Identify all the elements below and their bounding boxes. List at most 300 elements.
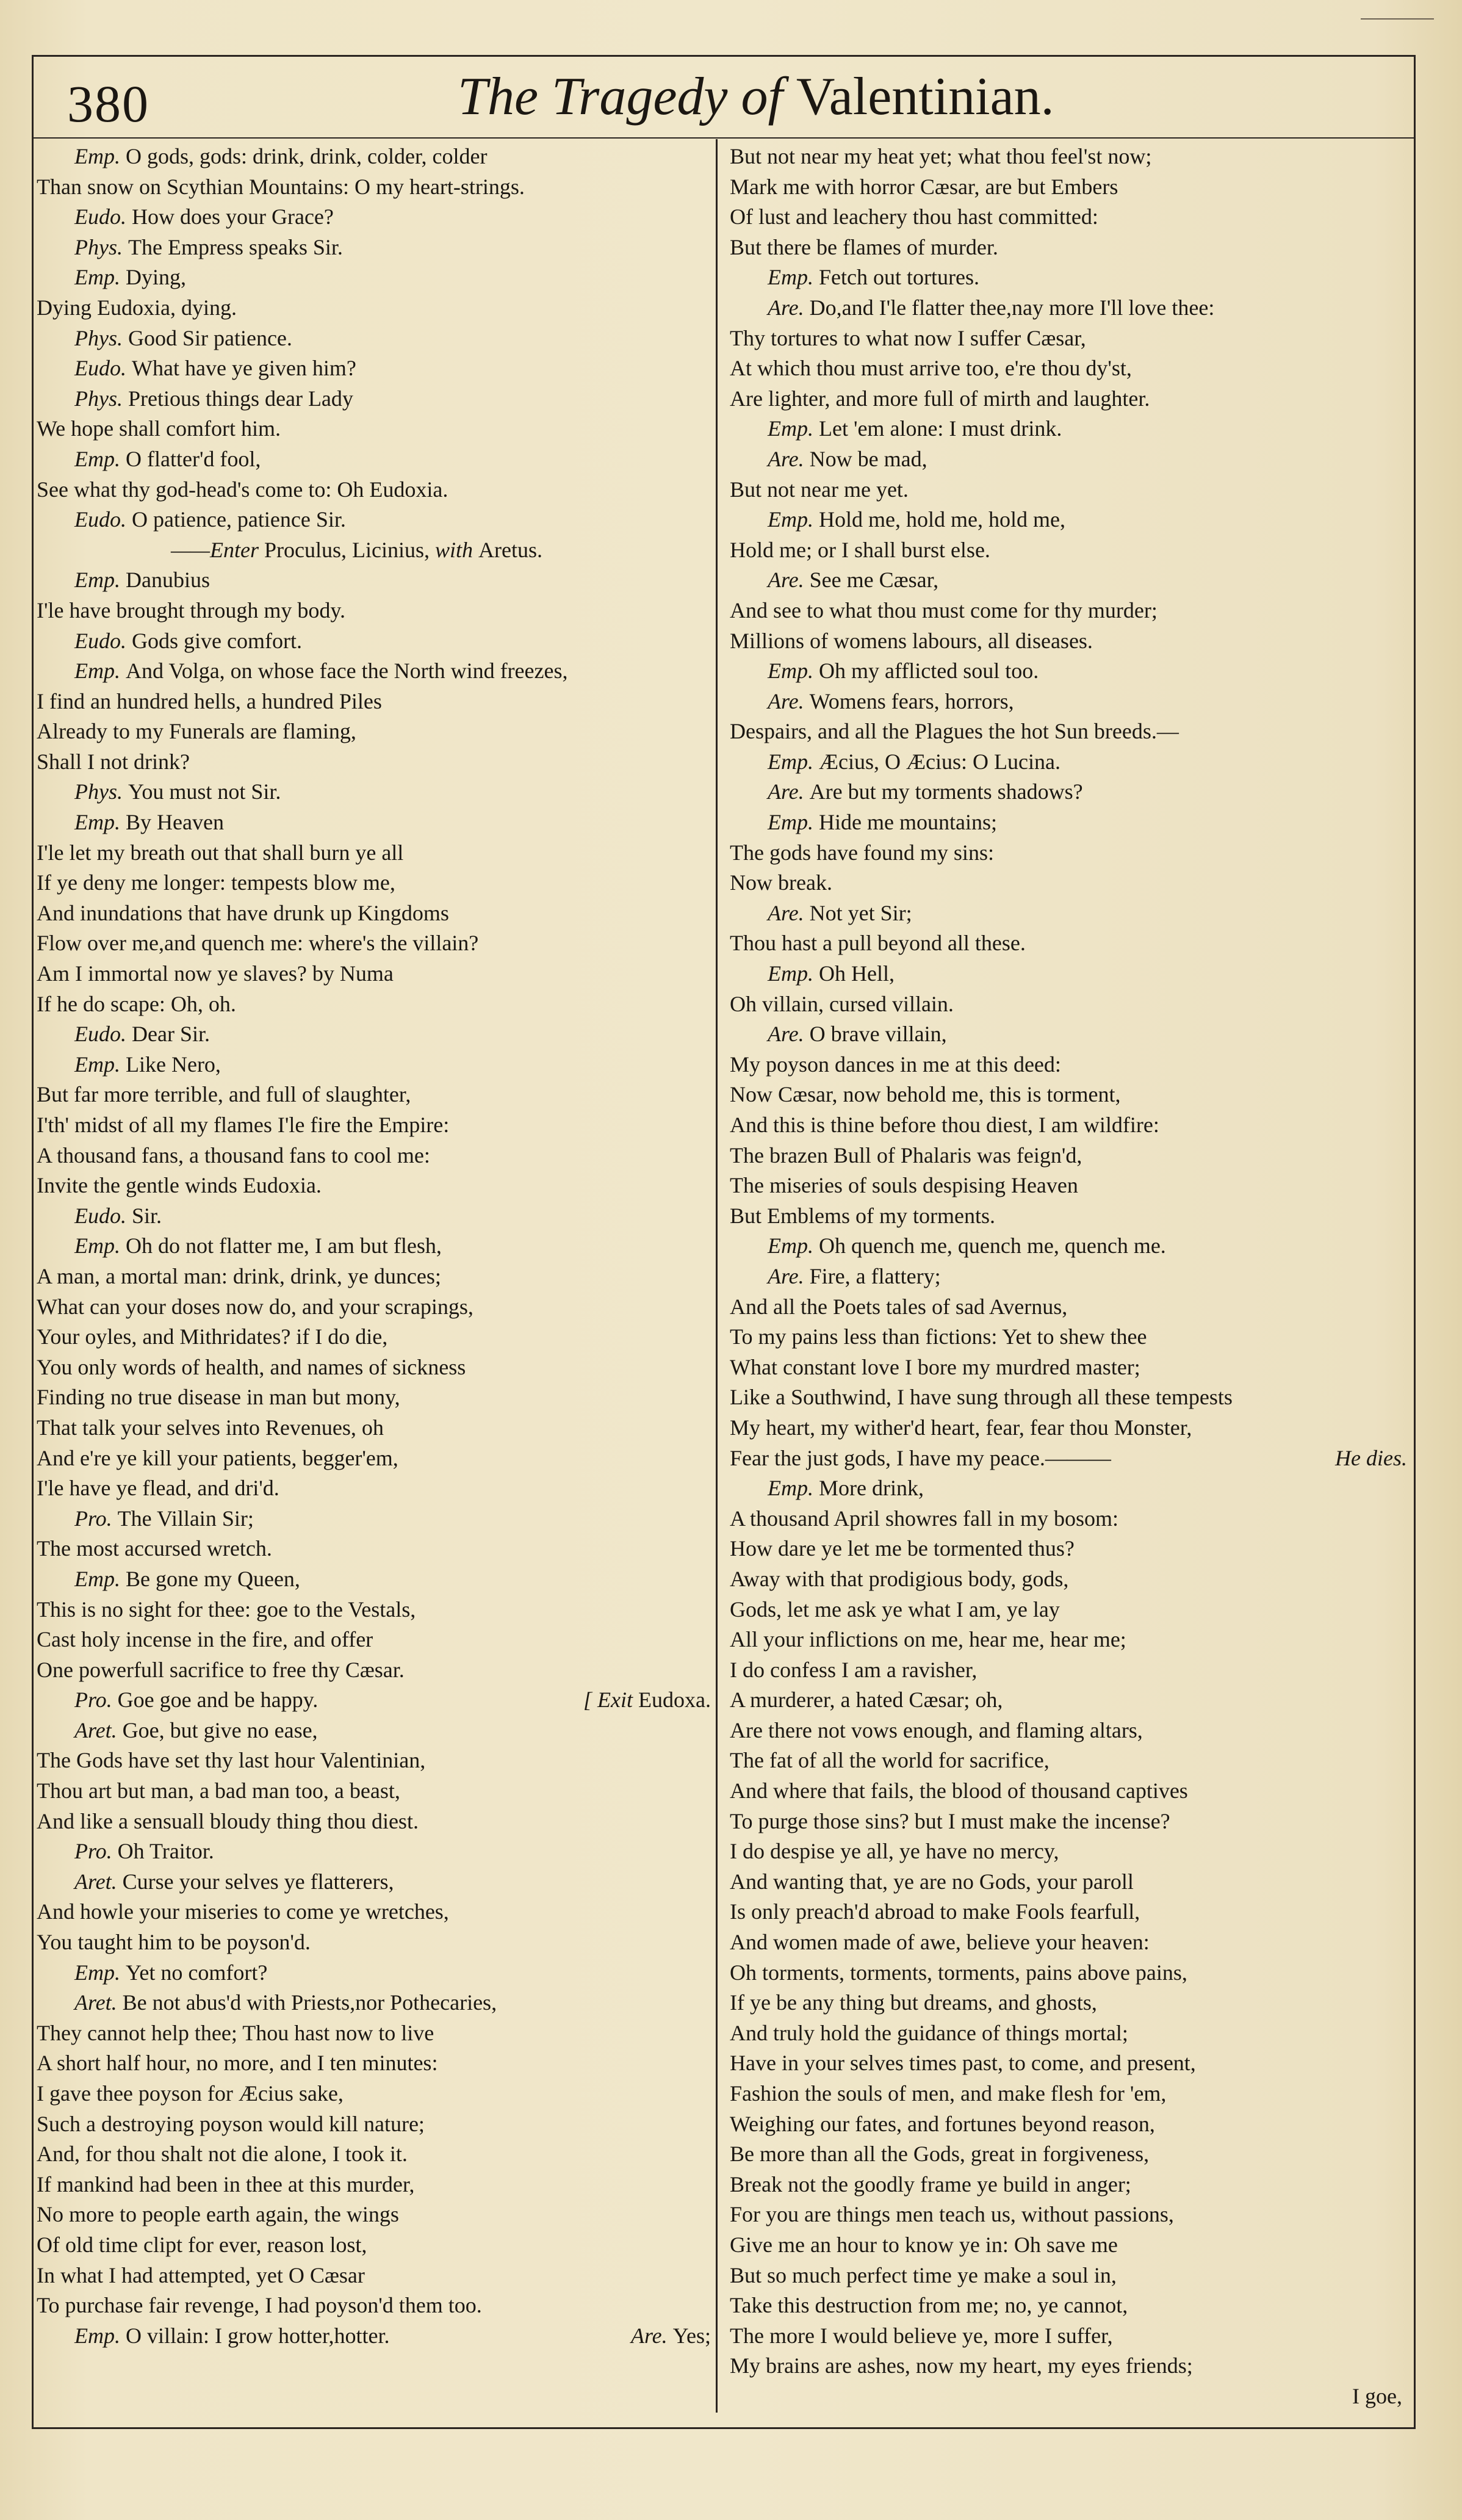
verse-text: Dying Eudoxia, dying. [37, 295, 237, 320]
verse-text: How dare ye let me be tormented thus? [730, 1536, 1075, 1561]
verse-text: Thou art but man, a bad man too, a beast, [37, 1778, 400, 1803]
left-line [37, 1564, 711, 1595]
verse-text: Invite the gentle winds Eudoxia. [37, 1173, 322, 1198]
right-line [730, 384, 1407, 414]
verse-text: Fear the just gods, I have my peace.——— [730, 1445, 1111, 1470]
left-line [37, 172, 711, 203]
verse-text: A murderer, a hated Cæsar; oh, [730, 1688, 1003, 1713]
verse-text: Like Nero, [126, 1052, 221, 1077]
running-head-italic: The Tragedy of [458, 67, 783, 126]
verse-text: Sir. [132, 1203, 162, 1228]
speaker-name: Are. [768, 446, 810, 471]
left-line [37, 717, 711, 747]
verse-text: The miseries of souls despising Heaven [730, 1173, 1078, 1198]
speaker-name: Phys. [74, 386, 128, 411]
stage-direction-names: Aretus. [478, 537, 542, 562]
verse-text: Goe, but give no ease, [122, 1717, 318, 1742]
speaker-name: Phys. [74, 325, 128, 350]
right-line [730, 1927, 1407, 1958]
right-line [730, 1564, 1407, 1595]
left-line [37, 1413, 711, 1443]
verse-text: Like a Southwind, I have sung through all these tempests [730, 1385, 1233, 1410]
running-head-roman: Valentinian. [796, 67, 1054, 126]
speaker-name: Pro. [74, 1506, 118, 1531]
verse-text: Weighing our fates, and fortunes beyond reason, [730, 2111, 1155, 2136]
speaker-name: Are. [768, 568, 810, 593]
verse-text: Hold me; or I shall burst else. [730, 537, 990, 562]
speaker-name: Pro. [74, 1839, 118, 1864]
left-line [37, 777, 711, 807]
verse-text: We hope shall comfort him. [37, 416, 281, 441]
verse-text: Curse your selves ye flatterers, [122, 1869, 394, 1894]
speaker-name: Emp. [74, 265, 126, 290]
speaker-name: Emp. [768, 416, 819, 441]
verse-text: I'th' midst of all my flames I'le fire the Empire: [37, 1113, 450, 1137]
right-line [730, 989, 1407, 1020]
verse-text: Dear Sir. [132, 1022, 210, 1047]
verse-text: A thousand April showres fall in my bosom: [730, 1506, 1118, 1531]
verse-text: Away with that prodigious body, gods, [730, 1566, 1069, 1591]
left-line [37, 1171, 711, 1201]
verse-text: You only words of health, and names of sickness [37, 1354, 466, 1379]
left-line [37, 1807, 711, 1837]
speaker-name: Pro. [74, 1688, 118, 1713]
verse-text: To my pains less than fictions: Yet to shew thee [730, 1324, 1147, 1349]
right-line [730, 2109, 1407, 2140]
right-line [730, 928, 1407, 959]
left-line [37, 1201, 711, 1232]
right-line [730, 1050, 1407, 1080]
speaker-name: Are. [768, 688, 810, 713]
verse-text: The fat of all the world for sacrifice, [730, 1748, 1050, 1773]
verse-text: But not near my heat yet; what thou feel'st now; [730, 144, 1152, 168]
verse-text: Finding no true disease in man but mony, [37, 1385, 400, 1410]
verse-text: I'le have brought through my body. [37, 598, 346, 623]
verse-text: A short half hour, no more, and I ten minutes: [37, 2051, 438, 2076]
verse-text: Already to my Funerals are flaming, [37, 719, 356, 744]
verse-text: Of lust and leachery thou hast committed: [730, 204, 1098, 229]
verse-text: But far more terrible, and full of slaughter, [37, 1082, 411, 1107]
verse-text: My brains are ashes, now my heart, my eyes friends; [730, 2353, 1193, 2378]
left-line [37, 2291, 711, 2321]
verse-text: And women made of awe, believe your heaven: [730, 1930, 1150, 1955]
stage-note-text: He dies. [1335, 1445, 1407, 1470]
speaker-name: Emp. [768, 1476, 819, 1501]
right-line [730, 807, 1407, 838]
left-line [37, 1050, 711, 1080]
left-line [37, 2230, 711, 2261]
left-line [37, 2321, 711, 2352]
left-line [37, 444, 711, 475]
left-line [37, 2139, 711, 2170]
right-line [730, 293, 1407, 323]
left-line [37, 2048, 711, 2079]
verse-text: If ye deny me longer: tempests blow me, [37, 870, 395, 895]
speaker-name: Eudo. [74, 1203, 132, 1228]
left-line [37, 687, 711, 717]
verse-text: And all the Poets tales of sad Avernus, [730, 1294, 1068, 1319]
verse-text: A man, a mortal man: drink, drink, ye dunces; [37, 1263, 441, 1288]
right-line [730, 202, 1407, 233]
right-line [730, 898, 1407, 929]
verse-text: In what I had attempted, yet O Cæsar [37, 2262, 365, 2287]
right-line [730, 1504, 1407, 1534]
verse-text: Have in your selves times past, to come, and present, [730, 2051, 1196, 2076]
right-line [730, 2048, 1407, 2079]
verse-text: My heart, my wither'd heart, fear, fear thou Monster, [730, 1415, 1192, 1440]
column-divider [716, 139, 718, 2413]
left-line [37, 1776, 711, 1807]
left-line [37, 293, 711, 323]
right-line [730, 2321, 1407, 2352]
verse-text: You taught him to be poyson'd. [37, 1930, 311, 1955]
left-line [37, 202, 711, 233]
right-line [730, 777, 1407, 807]
speaker-name: Emp. [768, 1233, 819, 1258]
right-line [730, 505, 1407, 535]
left-line [37, 142, 711, 172]
left-line [37, 2170, 711, 2200]
right-line [730, 535, 1407, 566]
verse-text: Hold me, hold me, hold me, [819, 507, 1065, 532]
verse-text: O flatter'd fool, [126, 446, 261, 471]
page-number: 380 [67, 74, 149, 133]
right-line [730, 1110, 1407, 1141]
verse-text: I do despise ye all, ye have no mercy, [730, 1839, 1059, 1864]
verse-text: This is no sight for thee: goe to the Vestals, [37, 1597, 416, 1622]
right-line [730, 2079, 1407, 2109]
right-line [730, 1867, 1407, 1897]
right-line [730, 717, 1407, 747]
verse-text: Are there not vows enough, and flaming altars, [730, 1717, 1143, 1742]
speaker-name: Eudo. [74, 204, 132, 229]
left-line [37, 959, 711, 989]
verse-text: Am I immortal now ye slaves? by Numa [37, 961, 394, 986]
verse-text: Not yet Sir; [809, 900, 912, 925]
left-line [37, 2018, 711, 2049]
speaker-name: Emp. [768, 810, 819, 835]
verse-text: Give me an hour to know ye in: Oh save me [730, 2232, 1118, 2257]
verse-text: And see to what thou must come for thy murder; [730, 598, 1158, 623]
right-line [730, 2291, 1407, 2321]
verse-text: Mark me with horror Cæsar, are but Embers [730, 174, 1118, 199]
left-line [37, 596, 711, 626]
speaker-name: Aret. [74, 1990, 123, 2015]
stage-note-text: Are. [630, 2323, 673, 2348]
verse-text: The Empress speaks Sir. [128, 234, 343, 259]
verse-text: Cast holy incense in the fire, and offer [37, 1627, 373, 1652]
verse-text: My poyson dances in me at this deed: [730, 1052, 1061, 1077]
right-line [730, 626, 1407, 657]
right-line [730, 1988, 1407, 2018]
verse-text: I'le let my breath out that shall burn ye all [37, 840, 404, 865]
verse-text: Break not the goodly frame ye build in anger; [730, 2172, 1131, 2197]
right-line [730, 323, 1407, 354]
speaker-name: Eudo. [74, 507, 132, 532]
left-line [37, 1110, 711, 1141]
verse-text: What can your doses now do, and your scrapings, [37, 1294, 474, 1319]
verse-text: What have ye given him? [132, 356, 356, 381]
speaker-name: Are. [768, 295, 810, 320]
speaker-name: Emp. [74, 1052, 126, 1077]
verse-text: Oh Traitor. [117, 1839, 214, 1864]
left-line [37, 2200, 711, 2230]
stage-note-name: Yes; [672, 2323, 711, 2348]
right-line [730, 1595, 1407, 1625]
stage-note [631, 2321, 711, 2352]
verse-text: I'le have ye flead, and dri'd. [37, 1476, 279, 1501]
left-line [37, 2079, 711, 2109]
verse-text: Let 'em alone: I must drink. [819, 416, 1062, 441]
left-line [37, 535, 711, 566]
left-line [37, 233, 711, 263]
right-line [730, 1413, 1407, 1443]
verse-text: More drink, [819, 1476, 924, 1501]
verse-text: Is only preach'd abroad to make Fools fearfull, [730, 1899, 1140, 1924]
left-line [37, 1685, 711, 1716]
verse-text: O gods, gods: drink, drink, colder, colder [126, 144, 488, 168]
verse-text: Oh my afflicted soul too. [819, 659, 1039, 684]
left-line [37, 656, 711, 687]
right-line [730, 1716, 1407, 1746]
left-line [37, 1473, 711, 1504]
verse-text: Fire, a flattery; [809, 1263, 941, 1288]
left-line [37, 807, 711, 838]
verse-text: Are but my torments shadows? [809, 779, 1083, 804]
verse-text: A thousand fans, a thousand fans to cool me: [37, 1143, 430, 1168]
speaker-name: Are. [768, 900, 810, 925]
verse-text: I gave thee poyson for Æcius sake, [37, 2081, 344, 2106]
verse-text: But not near me yet. [730, 477, 909, 502]
speaker-name: Emp. [768, 265, 819, 290]
stage-note [1335, 1443, 1407, 1474]
left-line [37, 1019, 711, 1050]
verse-text: At which thou must arrive too, e're thou dy'st, [730, 356, 1132, 381]
verse-text: All your inflictions on me, hear me, hear me; [730, 1627, 1126, 1652]
right-line [730, 233, 1407, 263]
verse-text: Gods, let me ask ye what I am, ye lay [730, 1597, 1060, 1622]
left-line [37, 868, 711, 898]
left-line [37, 565, 711, 596]
verse-text: To purchase fair revenge, I had poyson'd them too. [37, 2293, 482, 2318]
verse-text: Do,and I'le flatter thee,nay more I'll love thee: [809, 295, 1215, 320]
stage-note [583, 1685, 711, 1716]
speaker-name: Aret. [74, 1717, 123, 1742]
verse-text: And where that fails, the blood of thousand captives [730, 1778, 1188, 1803]
left-line [37, 505, 711, 535]
verse-text: You must not Sir. [128, 779, 281, 804]
verse-text: Your oyles, and Mithridates? if I do die, [37, 1324, 388, 1349]
speaker-name: Are. [768, 779, 810, 804]
verse-text: For you are things men teach us, without passions, [730, 2202, 1174, 2227]
left-line [37, 1141, 711, 1171]
right-line [730, 2018, 1407, 2049]
verse-text: O villain: I grow hotter,hotter. [126, 2323, 390, 2348]
right-line [730, 1382, 1407, 1413]
left-line [37, 1080, 711, 1110]
right-line [730, 1292, 1407, 1323]
right-line [730, 1897, 1407, 1927]
left-line [37, 838, 711, 868]
left-line [37, 1927, 711, 1958]
speaker-name: Emp. [74, 1566, 126, 1591]
verse-text: See what thy god-head's come to: Oh Eudoxia. [37, 477, 448, 502]
verse-text: Fashion the souls of men, and make flesh for 'em, [730, 2081, 1167, 2106]
left-line [37, 989, 711, 1020]
right-line [730, 1685, 1407, 1716]
verse-text: If mankind had been in thee at this murder, [37, 2172, 415, 2197]
verse-text: If he do scape: Oh, oh. [37, 991, 236, 1016]
verse-text: Despairs, and all the Plagues the hot Sun breeds.— [730, 719, 1179, 744]
verse-text: O brave villain, [809, 1022, 947, 1047]
right-line [730, 687, 1407, 717]
verse-text: And Volga, on whose face the North wind freezes, [126, 659, 568, 684]
right-line [730, 262, 1407, 293]
verse-text: And truly hold the guidance of things mortal; [730, 2020, 1128, 2045]
verse-text: One powerfull sacrifice to free thy Cæsar. [37, 1657, 405, 1682]
verse-text: To purge those sins? but I must make the incense? [730, 1808, 1170, 1833]
left-line [37, 1595, 711, 1625]
catchword: I goe, [1352, 2383, 1402, 2408]
right-line [730, 414, 1407, 444]
right-line [730, 565, 1407, 596]
verse-text: Fetch out tortures. [819, 265, 979, 290]
right-line [730, 172, 1407, 203]
verse-text: And wanting that, ye are no Gods, your paroll [730, 1869, 1134, 1894]
right-line [730, 1534, 1407, 1564]
corner-mark [1361, 18, 1434, 20]
speaker-name: Emp. [768, 749, 819, 774]
verse-text: If ye be any thing but dreams, and ghosts, [730, 1990, 1097, 2015]
right-line [730, 2200, 1407, 2230]
speaker-name: Emp. [768, 507, 819, 532]
left-line [37, 1534, 711, 1564]
speaker-name: Eudo. [74, 628, 132, 653]
left-line [37, 626, 711, 657]
left-line [37, 898, 711, 929]
left-line [37, 928, 711, 959]
right-line [730, 838, 1407, 868]
left-line [37, 323, 711, 354]
right-line [730, 1776, 1407, 1807]
verse-text: By Heaven [126, 810, 224, 835]
speaker-name: Phys. [74, 779, 128, 804]
verse-text: The Gods have set thy last hour Valentinian, [37, 1748, 426, 1773]
left-line [37, 1867, 711, 1897]
speaker-name: Emp. [768, 961, 819, 986]
verse-text: Thy tortures to what now I suffer Cæsar, [730, 325, 1086, 350]
stage-direction-enter: ——Enter [171, 537, 264, 562]
verse-text: But so much perfect time ye make a soul in, [730, 2262, 1117, 2287]
verse-text: And like a sensuall bloudy thing thou diest. [37, 1808, 419, 1833]
verse-text: Such a destroying poyson would kill nature; [37, 2111, 425, 2136]
verse-text: What constant love I bore my murdred master; [730, 1354, 1140, 1379]
verse-text: Be gone my Queen, [126, 1566, 300, 1591]
stage-note-text: [ Exit [583, 1688, 639, 1713]
verse-text: The brazen Bull of Phalaris was feign'd, [730, 1143, 1082, 1168]
right-line [730, 1262, 1407, 1292]
right-line [730, 2230, 1407, 2261]
left-line [37, 414, 711, 444]
left-line [37, 1292, 711, 1323]
verse-text: Shall I not drink? [37, 749, 190, 774]
speaker-name: Eudo. [74, 356, 132, 381]
left-line [37, 1958, 711, 1988]
right-line [730, 2170, 1407, 2200]
verse-text: I do confess I am a ravisher, [730, 1657, 978, 1682]
verse-text: Thou hast a pull beyond all these. [730, 931, 1026, 956]
right-line [730, 1171, 1407, 1201]
verse-text: The Villain Sir; [117, 1506, 254, 1531]
speaker-name: Emp. [74, 2323, 126, 2348]
right-line [730, 475, 1407, 505]
verse-text: The gods have found my sins: [730, 840, 994, 865]
right-line [730, 1443, 1407, 1474]
right-line [730, 1807, 1407, 1837]
left-line [37, 1988, 711, 2018]
verse-text: See me Cæsar, [809, 568, 939, 593]
verse-text: Millions of womens labours, all diseases. [730, 628, 1093, 653]
right-line [730, 868, 1407, 898]
left-line [37, 1322, 711, 1352]
speaker-name: Are. [768, 1022, 810, 1047]
right-line [730, 1322, 1407, 1352]
verse-text: Danubius [126, 568, 210, 593]
right-line [730, 1958, 1407, 1988]
verse-text: Are lighter, and more full of mirth and laughter. [730, 386, 1150, 411]
verse-text: No more to people earth again, the wings [37, 2202, 399, 2227]
verse-text: Oh Hell, [819, 961, 895, 986]
stage-note-name: Eudoxa. [638, 1688, 711, 1713]
verse-text: Dying, [126, 265, 186, 290]
verse-text: Womens fears, horrors, [809, 688, 1014, 713]
verse-text: O patience, patience Sir. [132, 507, 346, 532]
left-line [37, 1352, 711, 1383]
right-line [730, 596, 1407, 626]
right-line [730, 2139, 1407, 2170]
right-line [730, 1352, 1407, 1383]
right-line [730, 1836, 1407, 1867]
right-line [730, 1473, 1407, 1504]
speaker-name: Phys. [74, 234, 128, 259]
verse-text: Now be mad, [809, 446, 927, 471]
verse-text: But there be flames of murder. [730, 234, 998, 259]
speaker-name: Emp. [74, 446, 126, 471]
verse-text: Oh villain, cursed villain. [730, 991, 954, 1016]
left-line [37, 475, 711, 505]
speaker-name: Emp. [74, 1960, 126, 1985]
left-line [37, 2261, 711, 2291]
left-line [37, 1746, 711, 1776]
right-line [730, 656, 1407, 687]
left-line [37, 1836, 711, 1867]
verse-text: Now break. [730, 870, 832, 895]
verse-text: Oh torments, torments, torments, pains above pains, [730, 1960, 1187, 1985]
speaker-name: Emp. [768, 659, 819, 684]
stage-direction-names: Proculus, Licinius, [264, 537, 435, 562]
verse-text: Flow over me,and quench me: where's the villain? [37, 931, 479, 956]
verse-text: But Emblems of my torments. [730, 1203, 995, 1228]
right-column [730, 142, 1407, 2412]
verse-text: Oh quench me, quench me, quench me. [819, 1233, 1166, 1258]
verse-text: And this is thine before thou diest, I am wildfire: [730, 1113, 1159, 1137]
verse-text: And inundations that have drunk up Kingdoms [37, 900, 449, 925]
verse-text: And, for thou shalt not die alone, I took it. [37, 2142, 408, 2167]
verse-text: Now Cæsar, now behold me, this is torment, [730, 1082, 1121, 1107]
verse-text: The more I would believe ye, more I suffer, [730, 2323, 1113, 2348]
speaker-name: Aret. [74, 1869, 123, 1894]
verse-text: Good Sir patience. [128, 325, 292, 350]
